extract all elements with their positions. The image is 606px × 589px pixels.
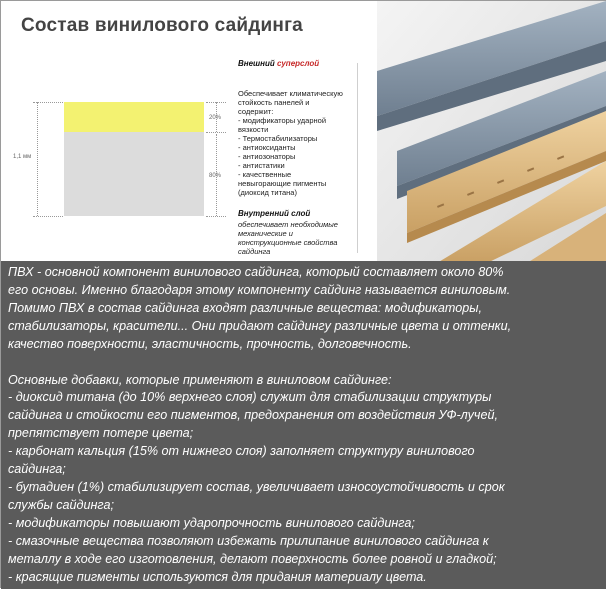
top-percent-label: 20% — [209, 115, 222, 121]
layer-diagram — [11, 56, 375, 261]
paragraph-line: препятствует потере цвета; — [8, 426, 194, 441]
outer-line: невыгорающие пигменты — [238, 179, 327, 188]
description-panel — [1, 261, 606, 589]
thickness-bottom-tick — [33, 216, 63, 217]
paragraph-line: - карбонат кальция (15% от нижнего слоя) заполняет структуру винилового — [8, 444, 475, 459]
top-percent-tick — [206, 102, 226, 103]
inner-layer-heading: Внутренний слой — [238, 209, 311, 218]
inner-layer-block — [64, 132, 204, 216]
outer-line: - качественные — [238, 170, 292, 179]
outer-line: (диоксид титана) — [238, 188, 297, 197]
paragraph-line: металлу в ходе его изготовления, делают поверхность более ровной и гладкой; — [8, 551, 497, 566]
bottom-percent-label: 80% — [209, 173, 222, 179]
outer-layer-heading-prefix: Внешний — [238, 59, 275, 68]
outer-line: вязкости — [238, 125, 269, 134]
inner-line: сайдинга — [238, 247, 271, 256]
outer-layer-heading-highlight: суперслой — [277, 59, 320, 68]
paragraph-line: - смазочные вещества позволяют избежать прилипание винилового сайдинга к — [8, 533, 489, 548]
paragraph-line: качество поверхности, эластичность, прочность, долговечность. — [8, 336, 412, 351]
outer-line: - Термостабилизаторы — [238, 134, 318, 143]
outer-layer-heading — [238, 59, 319, 68]
middle-percent-tick — [206, 132, 226, 133]
inner-layer-description — [238, 220, 338, 256]
outer-line: стойкость панелей и — [238, 98, 310, 107]
outer-line: содержит: — [238, 107, 274, 116]
outer-line: Обеспечивает климатическую — [238, 89, 343, 98]
thickness-label: 1,1 мм — [13, 154, 32, 160]
paragraph-line: его основы. Именно благодаря этому компоненту сайдинг называется виниловым. — [8, 282, 511, 297]
paragraph-gap — [8, 354, 600, 372]
outer-layer-block — [64, 102, 204, 132]
paragraph-line: стабилизаторы, красители... Они придают сайдингу различные цвета и оттенки, — [8, 318, 512, 333]
description-text — [8, 264, 600, 586]
paragraph-line: - диоксид титана (до 10% верхнего слоя) служит для стабилизации структуры — [8, 390, 492, 405]
paragraph-line: - красящие пигменты используются для придания материалу цвета. — [8, 569, 427, 584]
page-title: Состав винилового сайдинга — [21, 15, 303, 36]
inner-line: конструкционные свойства — [238, 238, 338, 247]
outer-layer-description — [238, 89, 343, 197]
diagram-divider — [357, 63, 358, 253]
outer-line: - антиоксиданты — [238, 143, 296, 152]
paragraph-line: сайдинга и стойкости его пигментов, предохранения от воздействия УФ-лучей, — [8, 408, 498, 423]
bottom-percent-tick — [206, 216, 226, 217]
paragraph-line: сайдинга; — [8, 462, 66, 477]
outer-line: - модификаторы ударной — [238, 116, 327, 125]
inner-line: обеспечивает необходимые — [238, 220, 338, 229]
paragraph-line: ПВХ - основной компонент винилового сайдинга, который составляет около 80% — [8, 265, 504, 279]
inner-line: механические и — [238, 229, 293, 238]
thickness-dimension-line — [37, 102, 38, 216]
thickness-top-tick — [33, 102, 63, 103]
paragraph-line: службы сайдинга; — [8, 497, 114, 512]
siding-photo — [377, 1, 606, 263]
paragraph-line: Помимо ПВХ в состав сайдинга входят различные вещества: модификаторы, — [8, 300, 482, 315]
siding-illustration — [377, 1, 606, 263]
paragraph-line: - бутадиен (1%) стабилизирует состав, увеличивает износоустойчивость и срок — [8, 479, 505, 494]
outer-line: - антистатики — [238, 161, 285, 170]
paragraph-line: Основные добавки, которые применяют в виниловом сайдинге: — [8, 372, 392, 387]
paragraph-line: - модификаторы повышают ударопрочность винилового сайдинга; — [8, 515, 415, 530]
outer-line: - антиозонаторы — [238, 152, 296, 161]
